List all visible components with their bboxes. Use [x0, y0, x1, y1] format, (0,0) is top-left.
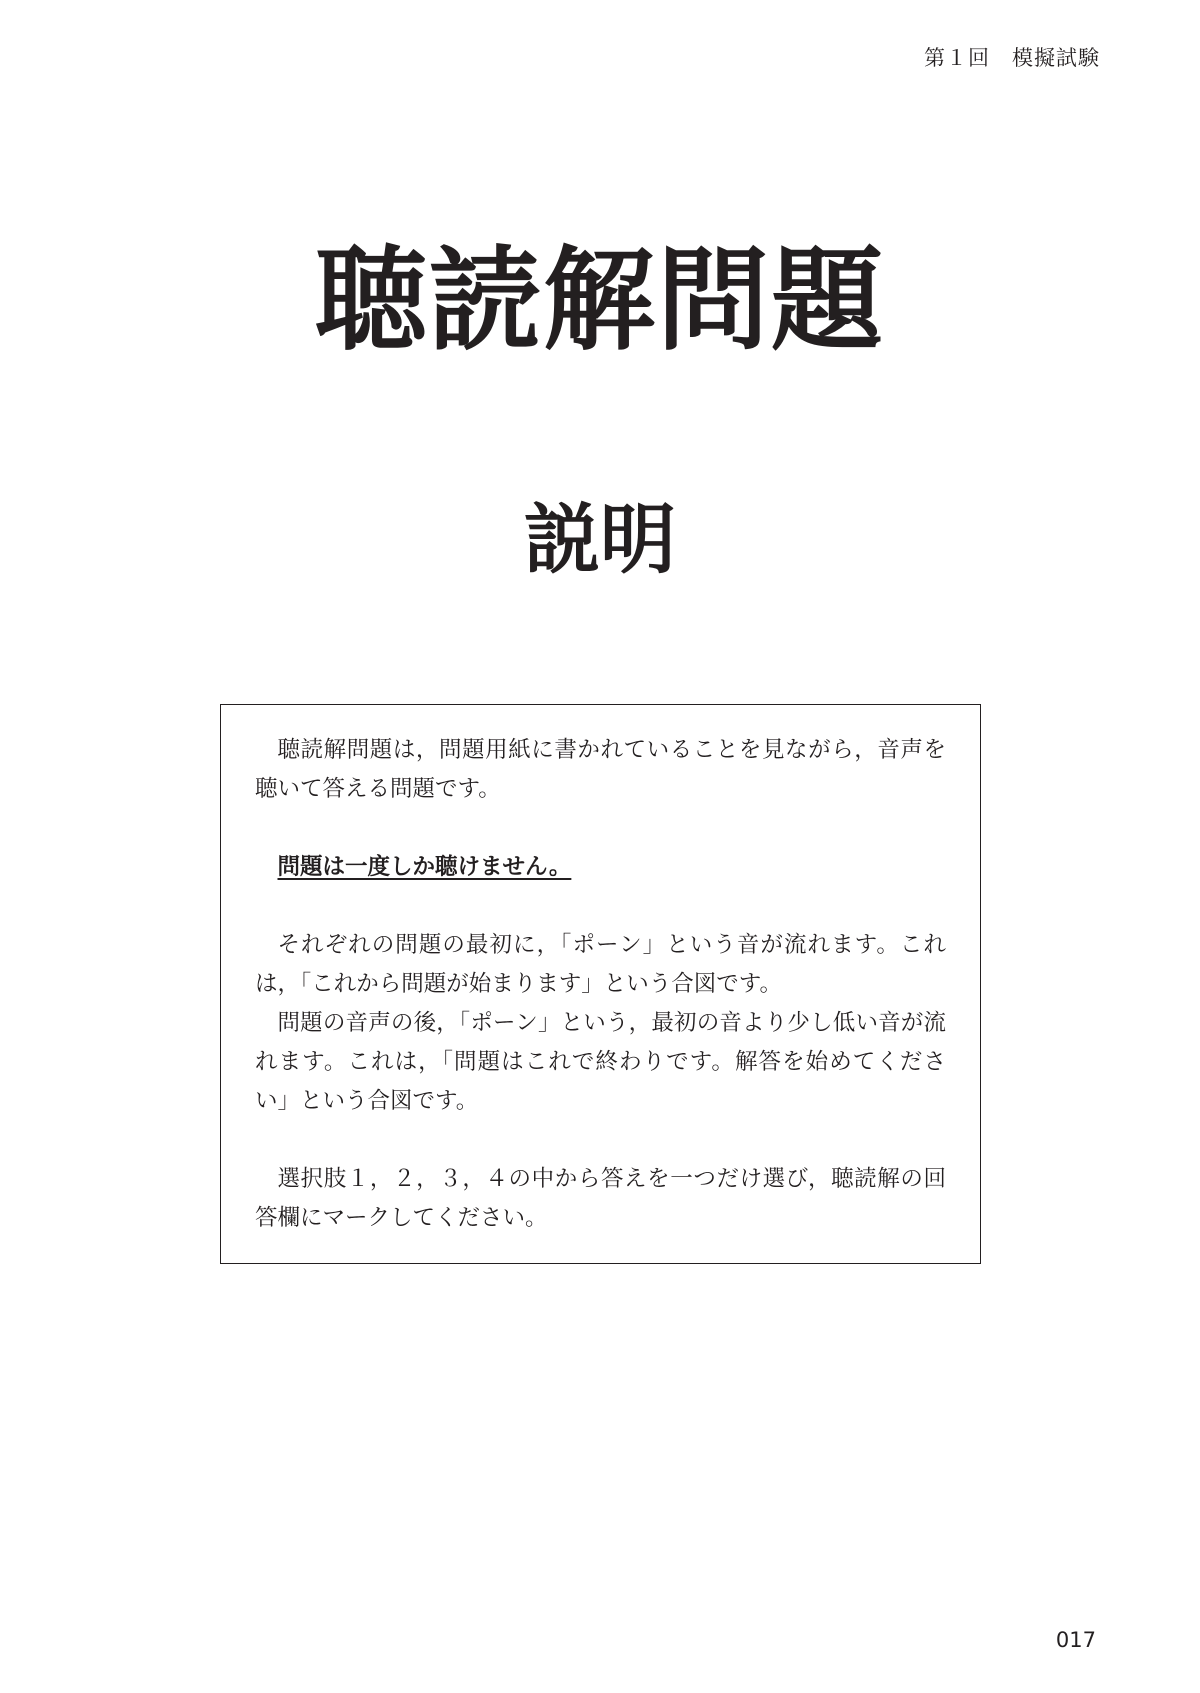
section-label: 第１回 模擬試験 — [924, 46, 1100, 70]
instructions-box — [220, 704, 981, 1264]
page-title: 聴読解問題 — [315, 236, 885, 366]
instructions-paragraph-3: 問題の音声の後，「ポーン」という，最初の音より少し低い音が流れます。これは，「問題はこれで終わりです。解答を始めてください」という合図です。 — [255, 1010, 946, 1114]
page-subtitle: 説明 — [524, 495, 676, 584]
instructions-paragraph-1: 聴読解問題は，問題用紙に書かれていることを見ながら，音声を聴いて答える問題です。 — [255, 737, 946, 802]
page-number: 017 — [1055, 1628, 1096, 1652]
instructions-paragraph-4: 選択肢１，２，３，４の中から答えを一つだけ選び，聴読解の回答欄にマークしてください。 — [255, 1166, 946, 1231]
instructions-note: 問題は一度しか聴けません。 — [277, 854, 572, 880]
instructions-paragraph-2: それぞれの問題の最初に，「ポーン」という音が流れます。これは，「これから問題が始まります」という合図です。 — [255, 932, 946, 997]
instructions-note-paragraph — [255, 848, 946, 887]
